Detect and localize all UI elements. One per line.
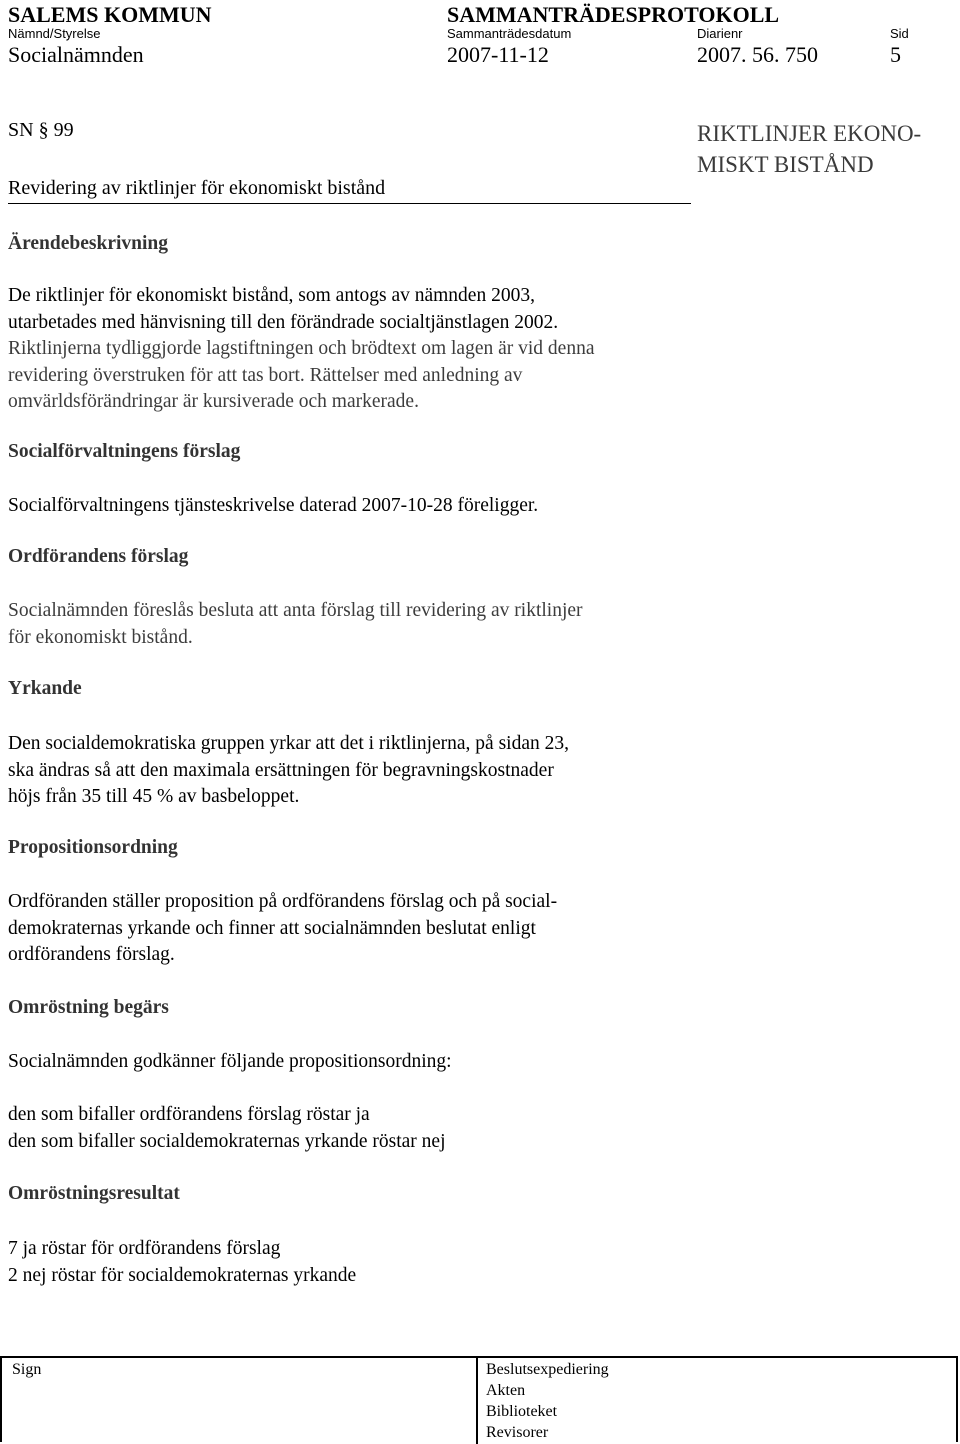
label-date: Sammanträdesdatum xyxy=(447,26,572,41)
case-number xyxy=(8,119,74,142)
text-line: Ordföranden ställer proposition på ordförandens förslag och på social- xyxy=(8,891,558,912)
text-line: den som bifaller socialdemokraternas yrkande röstar nej xyxy=(8,1130,446,1152)
section-symbol: § xyxy=(38,119,49,141)
para-socialforvaltning xyxy=(8,493,538,520)
heading-omrostning: Omröstning begärs xyxy=(8,997,169,1018)
text-line: Den socialdemokratiska gruppen yrkar att det i riktlinjerna, på sidan 23, xyxy=(8,733,569,754)
para-omrostning xyxy=(8,1049,452,1076)
para-proposition xyxy=(8,889,557,969)
distribution-item: Revisorer xyxy=(486,1424,549,1441)
text-line: Socialförvaltningens tjänsteskrivelse daterad 2007-10-28 föreligger. xyxy=(8,495,539,516)
text-line: demokraternas yrkande och finner att socialnämnden beslutat enligt xyxy=(8,917,536,939)
text-line: revidering överstruken för att tas bort. Rättelser med anledning av xyxy=(8,364,523,386)
heading-resultat: Omröstningsresultat xyxy=(8,1183,180,1204)
text-line: höjs från 35 till 45 % av basbeloppet. xyxy=(8,786,300,807)
heading-proposition: Propositionsordning xyxy=(8,837,178,858)
sign-label: Sign xyxy=(12,1361,42,1378)
text-line: De riktlinjer för ekonomiskt bistånd, som antogs av nämnden 2003, xyxy=(8,285,535,306)
text-line: den som bifaller ordförandens förslag röstar ja xyxy=(8,1104,370,1125)
case-topic: RIKTLINJER EKONO-MISKT BISTÅND xyxy=(697,121,922,177)
sid-value: 5 xyxy=(890,42,901,67)
para-vote-options xyxy=(8,1102,446,1155)
distribution-item: Biblioteket xyxy=(486,1403,558,1420)
diarienr-value: 2007. 56. 750 xyxy=(697,42,818,67)
label-diarienr: Diarienr xyxy=(697,26,743,41)
date-value: 2007-11-12 xyxy=(447,42,549,67)
case-title: Revidering av riktlinjer för ekonomiskt bistånd xyxy=(8,177,386,199)
signature-box xyxy=(0,1356,958,1442)
heading-yrkande: Yrkande xyxy=(8,678,82,699)
footer-divider xyxy=(476,1356,478,1444)
case-number-value: 99 xyxy=(53,119,74,141)
label-sid: Sid xyxy=(890,26,909,41)
org-name: SALEMS KOMMUN xyxy=(8,2,212,27)
text-line: Socialnämnden föreslås besluta att anta förslag till revidering av riktlinjer xyxy=(8,600,583,621)
text-line: Socialnämnden godkänner följande propositionsordning: xyxy=(8,1051,452,1072)
text-line: 2 nej röstar för socialdemokraternas yrkande xyxy=(8,1264,357,1286)
document-type: SAMMANTRÄDESPROTOKOLL xyxy=(447,2,780,27)
para-ordforande xyxy=(8,598,583,651)
text-line: ordförandens förslag. xyxy=(8,944,175,965)
text-line: Riktlinjerna tydliggjorde lagstiftningen och brödtext om lagen är vid denna xyxy=(8,338,595,359)
distribution-item: Beslutsexpediering xyxy=(486,1361,609,1378)
text-line: för ekonomiskt bistånd. xyxy=(8,626,193,648)
label-body: Nämnd/Styrelse xyxy=(8,26,101,41)
text-line: omvärldsförändringar är kursiverade och markerade. xyxy=(8,391,419,412)
heading-arendebeskrivning: Ärendebeskrivning xyxy=(8,233,168,254)
text-line: 7 ja röstar för ordförandens förslag xyxy=(8,1238,281,1259)
heading-ordforande: Ordförandens förslag xyxy=(8,546,189,567)
body-value: Socialnämnden xyxy=(8,42,144,67)
heading-socialforvaltning: Socialförvaltningens förslag xyxy=(8,441,241,462)
text-line: ska ändras så att den maximala ersättningen för begravningskostnader xyxy=(8,759,554,781)
distribution-item: Akten xyxy=(486,1382,526,1399)
title-rule xyxy=(8,203,691,204)
para-arendebeskrivning xyxy=(8,283,595,416)
text-line: utarbetades med hänvisning till den förändrade socialtjänstlagen 2002. xyxy=(8,311,559,333)
para-yrkande xyxy=(8,731,569,811)
case-prefix: SN xyxy=(8,119,34,141)
distribution-list xyxy=(486,1359,609,1443)
para-resultat xyxy=(8,1236,356,1289)
